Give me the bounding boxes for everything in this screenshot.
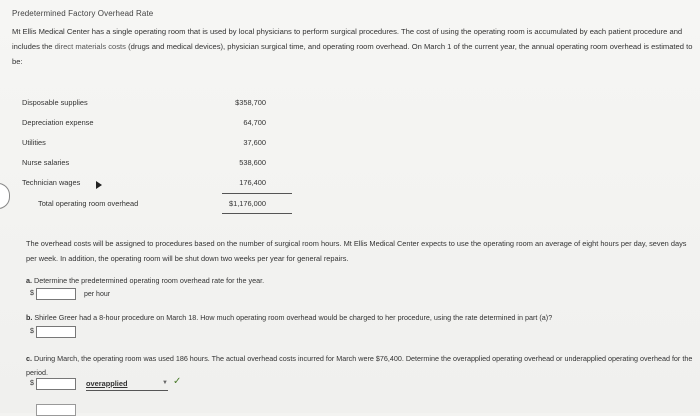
question-c-text: During March, the operating room was used 186 hours. The actual overhead costs incurred for March were $76,400. Determine the overapplied operating overhead or underapplied operating overhead for the period. <box>26 354 693 377</box>
cost-label: Disposable supplies <box>22 98 88 107</box>
question-a-text: Determine the predetermined operating room overhead rate for the year. <box>34 276 265 285</box>
question-c-dollar: $ <box>30 380 34 387</box>
intro-text-after: (drugs and medical devices), physician surgical time, and operating room overhead. On March 1 of the current year, the annual operating room overhead is estimated to be: <box>12 42 693 66</box>
cost-label: Utilities <box>22 138 46 147</box>
table-row <box>20 158 280 172</box>
subtotal-rule <box>222 193 292 194</box>
question-a-dollar: $ <box>30 290 34 297</box>
question-b-overhead-input[interactable] <box>36 326 76 338</box>
total-amount: $1,176,000 <box>229 199 266 208</box>
side-panel-toggle[interactable] <box>0 183 10 209</box>
total-rule <box>222 213 292 214</box>
intro-paragraph <box>12 24 694 69</box>
question-a-letter: a. <box>26 276 32 285</box>
table-row <box>20 98 280 112</box>
cost-label: Depreciation expense <box>22 118 94 127</box>
cost-amount: $358,700 <box>235 98 266 107</box>
question-a <box>26 276 264 285</box>
next-answer-input[interactable] <box>36 404 76 416</box>
question-b-text: Shirlee Greer had a 8-hour procedure on March 18. How much operating room overhead would be charged to her procedure, using the rate determined in part (a)? <box>34 313 553 322</box>
question-c <box>26 352 694 380</box>
cost-amount: 37,600 <box>243 138 266 147</box>
cost-label: Technician wages <box>22 178 81 187</box>
question-b-dollar: $ <box>30 328 34 335</box>
question-b <box>26 313 552 322</box>
cost-amount: 64,700 <box>243 118 266 127</box>
over-under-select[interactable] <box>86 379 168 391</box>
intro-text-before: Mt Ellis Medical Center has a single operating room that is used by local physicians to perform surgical procedures. The cost of using the operating room is accumulated by each patient procedure and includes the <box>12 27 683 51</box>
chevron-down-icon: ▼ <box>162 380 168 386</box>
cost-amount: 176,400 <box>239 178 266 187</box>
table-row <box>20 178 280 192</box>
direct-materials-link[interactable]: direct materials costs <box>54 42 126 51</box>
page-title: Predetermined Factory Overhead Rate <box>12 9 154 18</box>
table-row <box>20 138 280 152</box>
question-c-letter: c. <box>26 354 32 363</box>
table-row <box>20 118 280 132</box>
cost-amount: 538,600 <box>239 158 266 167</box>
total-row <box>20 199 280 213</box>
question-a-unit: per hour <box>84 291 111 298</box>
cost-label: Nurse salaries <box>22 158 70 167</box>
mouse-pointer-icon <box>96 181 102 189</box>
question-a-rate-input[interactable] <box>36 288 76 300</box>
over-under-selected-value: overapplied <box>86 379 128 388</box>
question-c-amount-input[interactable] <box>36 378 76 390</box>
question-b-letter: b. <box>26 313 33 322</box>
check-icon: ✓ <box>173 376 182 387</box>
total-label: Total operating room overhead <box>38 199 139 208</box>
allocation-paragraph: The overhead costs will be assigned to procedures based on the number of surgical room hours. Mt Ellis Medical Center expects to use the operating room an average of eight hours per day, seven days per week. In addition, the operating room will be shut down two weeks per year for general repairs. <box>26 239 687 263</box>
